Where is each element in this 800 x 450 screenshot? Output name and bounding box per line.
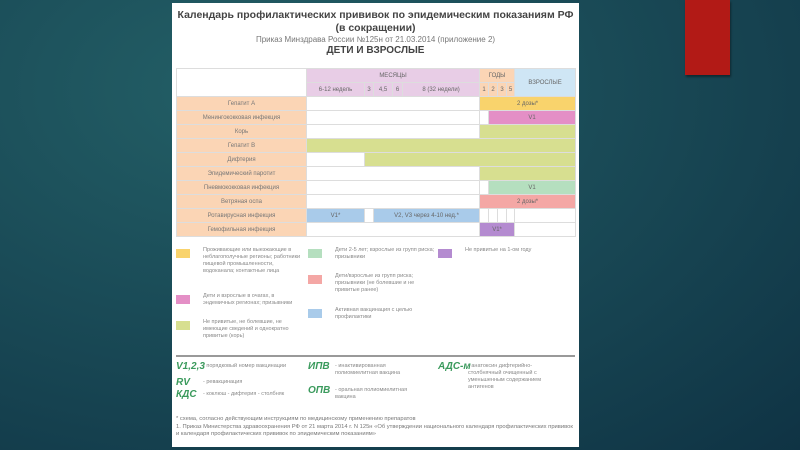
subtitle: Приказ Минздрава России №125н от 21.03.2014 (приложение 2) [255, 35, 496, 44]
abbreviation: RV [176, 377, 190, 388]
schedule-cell [307, 97, 480, 111]
legend-text: Не привитые, не болевшие, не имеющие сведений и однократно привитые (корь) [203, 319, 289, 339]
legend-swatch [176, 249, 190, 258]
legend-swatch [308, 249, 322, 258]
legend-swatch [176, 295, 190, 304]
abbreviation-text: - порядковый номер вакцинации [203, 363, 287, 369]
table-row [177, 195, 576, 209]
abbreviation: ИПВ [308, 361, 330, 372]
schedule-cell [365, 209, 374, 223]
section-heading: ДЕТИ И ВЗРОСЛЫЕ [326, 45, 425, 56]
legend-text: Дети 2-5 лет; взрослые из групп риска; призывники [335, 247, 435, 260]
schedule-cell: V2, V3 через 4-10 нед.* [374, 209, 480, 223]
column-header: 3 [365, 83, 374, 97]
divider [176, 355, 575, 357]
legend-text: Проживающие или выезжающие в неблагополучные регионы; работники пищевой промышленности, водоканала; контактные лица [203, 247, 301, 274]
column-header: 8 (32 недели) [403, 83, 480, 97]
table-row [177, 97, 576, 111]
legend-text: Дети и взрослые в очагах, в эндемичных регионах; призывники [203, 293, 293, 306]
slide [172, 3, 579, 447]
schedule-cell [307, 139, 576, 153]
schedule-cell [480, 209, 489, 223]
schedule-cell: V1 [489, 111, 576, 125]
schedule-cell [515, 209, 576, 223]
abbreviation: ОПВ [308, 385, 331, 396]
schedule-cell [307, 125, 480, 139]
row-label: Корь [177, 125, 307, 139]
legend-swatch [308, 275, 322, 284]
table-row [177, 125, 576, 139]
schedule-cell: V1* [307, 209, 365, 223]
abbreviation-text: - анатоксин дифтерийно-столбнячный очищенный с уменьшенным содержанием антигенов [468, 363, 542, 390]
table-row [177, 139, 576, 153]
row-label: Гепатит В [177, 139, 307, 153]
table-row [177, 167, 576, 181]
row-label: Эпидемический паротит [177, 167, 307, 181]
abbreviation-text: - ревакцинация [203, 379, 243, 385]
footnote: * схема, согласно действующим инструкциям по медицинскому применению препаратов [176, 416, 416, 422]
legend-swatch [438, 249, 452, 258]
schedule-cell: V1 [489, 181, 576, 195]
column-header: 4,5 [374, 83, 393, 97]
abbreviation-text: - коклюш - дифтерия - столбняк [203, 391, 285, 397]
header-months: МЕСЯЦЫ [307, 69, 480, 83]
header-blank [177, 69, 307, 97]
schedule-cell: 2 дозы* [480, 97, 576, 111]
footnote: 1. Приказ Министерства здравоохранения РФ от 21 марта 2014 г. N 125н «Об утверждении национального календаря профилактических прививок и календаря профилактических прививок по эпидемическим показаниям» [176, 424, 573, 437]
schedule-cell [307, 111, 480, 125]
column-header: 3 [498, 83, 507, 97]
header-years: ГОДЫ [480, 69, 515, 83]
row-label: Менингококковая инфекция [177, 111, 307, 125]
schedule-cell [365, 153, 576, 167]
abbreviation: V1,2,3 [176, 361, 205, 372]
schedule-cell [480, 125, 576, 139]
column-header: 1 [480, 83, 489, 97]
abbreviation-text: - инактивированная полиомиелитная вакцина [335, 363, 401, 376]
abbreviation: АДС-м [438, 361, 471, 372]
schedule-cell [480, 167, 576, 181]
schedule-cell [489, 209, 498, 223]
abbreviation-text: - оральная полиомиелитная вакцина [335, 387, 408, 400]
legend-text: Активная вакцинация с целью профилактики [335, 307, 413, 320]
table-row [177, 209, 576, 223]
row-label: Гепатит А [177, 97, 307, 111]
schedule-cell [307, 167, 480, 181]
table-row [177, 181, 576, 195]
table-row [177, 153, 576, 167]
row-label: Дифтерия [177, 153, 307, 167]
vaccination-table [176, 68, 576, 237]
column-header: 2 [489, 83, 498, 97]
table-row [177, 223, 576, 237]
legend-text: Не привитые на 1-ом году [465, 247, 532, 253]
schedule-cell: 2 дозы* [480, 195, 576, 209]
legend-swatch [176, 321, 190, 330]
legend-swatch [308, 309, 322, 318]
schedule-cell [307, 153, 365, 167]
accent-bar [685, 0, 730, 75]
schedule-cell [307, 181, 480, 195]
column-header: 5 [507, 83, 515, 97]
legend-text: Дети/взрослые из групп риска; призывники (не болевшие и не привитые ранее) [335, 273, 415, 293]
row-label: Пневмококковая инфекция [177, 181, 307, 195]
row-label: Ветряная оспа [177, 195, 307, 209]
schedule-cell [480, 111, 489, 125]
abbreviation: КДС [176, 389, 197, 400]
column-header: 6 [393, 83, 403, 97]
table-row [177, 111, 576, 125]
schedule-cell [498, 209, 507, 223]
schedule-cell [307, 195, 480, 209]
schedule-cell [515, 223, 576, 237]
schedule-cell [507, 209, 515, 223]
row-label: Ротавирусная инфекция [177, 209, 307, 223]
header-adults: ВЗРОСЛЫЕ [515, 69, 576, 97]
schedule-cell [480, 181, 489, 195]
schedule-cell: V1* [480, 223, 515, 237]
row-label: Гемофильная инфекция [177, 223, 307, 237]
column-header: 6-12 недель [307, 83, 365, 97]
schedule-cell [307, 223, 480, 237]
page-title: Календарь профилактических прививок по эпидемическим показаниям РФ (в сокращении) [177, 9, 574, 34]
